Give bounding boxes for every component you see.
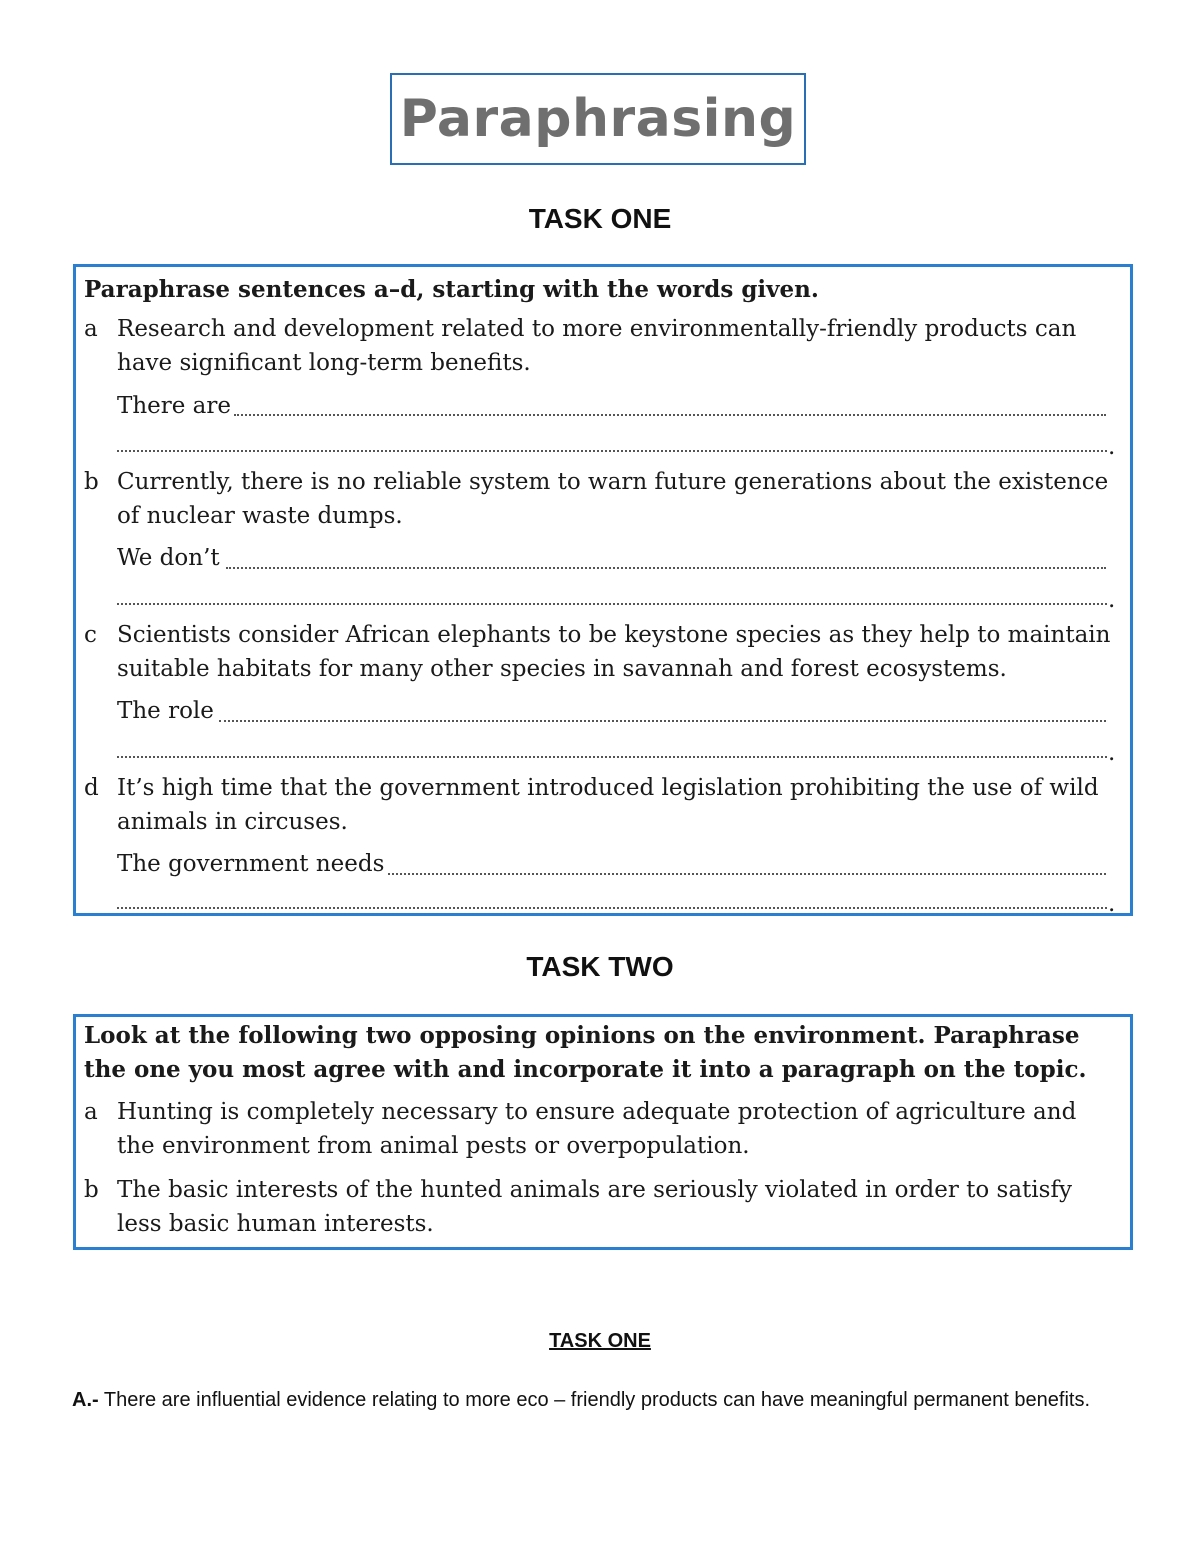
item-letter: b <box>84 1177 99 1203</box>
task-one-box <box>73 264 1133 916</box>
item-a-answer-line-1[interactable] <box>234 414 1106 416</box>
item-d-answer-line-2[interactable] <box>117 907 1107 909</box>
item-b-answer-line-2[interactable] <box>117 603 1107 605</box>
item-sentence: Hunting is completely necessary to ensure adequate protection of agriculture and the environment from animal pests or overpopulation. <box>117 1099 1077 1159</box>
item-c-answer-line-2[interactable] <box>117 756 1107 758</box>
item-a-end-mark: . <box>1108 434 1116 460</box>
task-two-box <box>73 1014 1133 1250</box>
item-sentence: Scientists consider African elephants to be keystone species as they help to maintain suitable habitats for many other species in savannah and forest ecosystems. <box>117 622 1111 682</box>
title-box <box>390 73 806 165</box>
task-one-heading: TASK ONE <box>528 203 672 234</box>
answer-paragraph <box>72 1378 1130 1422</box>
page-title: Paraphrasing <box>399 89 797 149</box>
answer-text: There are influential evidence relating to more eco – friendly products can have meaningful permanent benefits. <box>103 1389 1091 1411</box>
item-a-answer-line-2[interactable] <box>117 450 1107 452</box>
item-letter: a <box>84 316 98 342</box>
item-b-end-mark: . <box>1108 587 1116 613</box>
item-b-starter: We don’t <box>117 545 220 571</box>
answer-label: A.- <box>72 1389 99 1411</box>
item-d-starter: The government needs <box>117 851 385 877</box>
item-sentence: It’s high time that the government introduced legislation prohibiting the use of wild animals in circuses. <box>117 775 1099 835</box>
item-c-starter: The role <box>117 698 214 724</box>
task-one-instruction: Paraphrase sentences a–d, starting with the words given. <box>84 276 819 303</box>
answers-heading: TASK ONE <box>549 1330 651 1352</box>
item-d-answer-line-1[interactable] <box>388 873 1106 875</box>
task-two-instruction: Look at the following two opposing opinions on the environment. Paraphrase the one you most agree with and incorporate it into a paragraph on the topic. <box>84 1022 1087 1083</box>
item-a-starter: There are <box>117 393 232 419</box>
item-letter: b <box>84 469 99 495</box>
item-c-answer-line-1[interactable] <box>219 720 1106 722</box>
item-letter: d <box>84 775 99 801</box>
item-sentence: Currently, there is no reliable system to warn future generations about the existence of nuclear waste dumps. <box>117 469 1109 529</box>
item-c-end-mark: . <box>1108 740 1116 766</box>
item-sentence: Research and development related to more environmentally-friendly products can have significant long-term benefits. <box>117 316 1077 376</box>
task-two-heading: TASK TWO <box>526 951 674 982</box>
item-b-answer-line-1[interactable] <box>226 567 1106 569</box>
item-sentence: The basic interests of the hunted animals are seriously violated in order to satisfy less basic human interests. <box>117 1177 1072 1237</box>
item-letter: a <box>84 1099 98 1125</box>
item-letter: c <box>84 622 97 648</box>
item-d-end-mark: . <box>1108 891 1116 917</box>
